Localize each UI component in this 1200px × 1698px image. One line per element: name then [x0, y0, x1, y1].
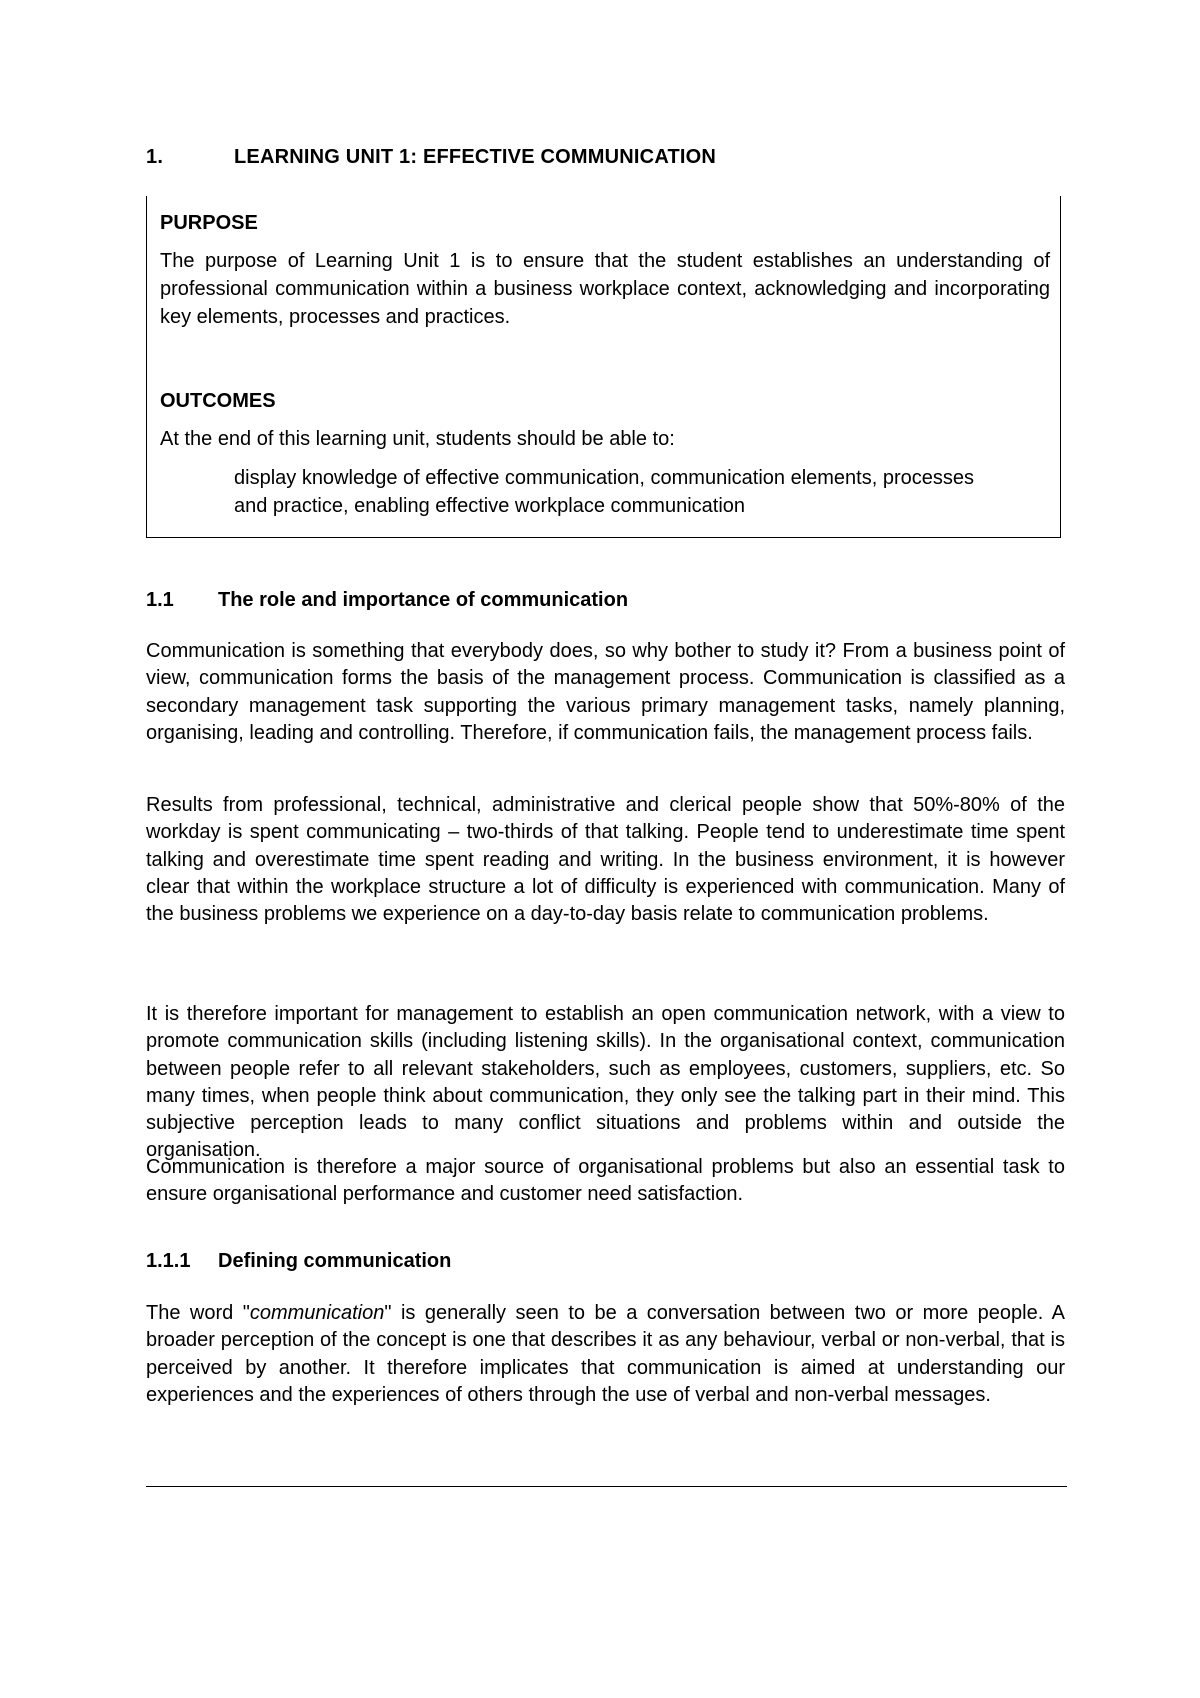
outcomes-item: display knowledge of effective communication, communication elements, processes and practice, enabling effective workplace communication — [234, 467, 974, 517]
section-heading-1-1 — [146, 589, 628, 612]
section-number: 1.1 — [146, 589, 174, 611]
purpose-label: PURPOSE — [160, 212, 258, 234]
outcomes-label: OUTCOMES — [160, 390, 276, 412]
section-number: 1.1.1 — [146, 1250, 191, 1272]
para-emphasis: communication — [249, 1302, 385, 1324]
paragraph-defining-communication — [146, 1300, 1065, 1409]
purpose-text: The purpose of Learning Unit 1 is to ensure that the student establishes an understanding of professional communication within a business workplace context, acknowledging and incorporating key elements, processes and practices. — [160, 250, 1050, 328]
unit-number: 1. — [146, 146, 164, 168]
section-title: The role and importance of communication — [218, 589, 629, 611]
para-prefix: The word " — [146, 1302, 250, 1324]
paragraph: It is therefore important for management to establish an open communication network, with a view to promote communication skills (including listening skills). In the organisational context, communication between people refer to all relevant stakeholders, such as employees, customers, suppliers, etc. So many times, when people think about communication, they only see the talking part in their mind. This subjective perception leads to many conflict situations and problems within and outside the organisation. — [146, 1003, 1065, 1162]
section-heading-1-1-1 — [146, 1250, 451, 1273]
unit-title: LEARNING UNIT 1: EFFECTIVE COMMUNICATION — [234, 146, 717, 168]
footer-rule — [146, 1486, 1067, 1487]
paragraph: Results from professional, technical, administrative and clerical people show that 50%-80% of the workday is spent communicating – two-thirds of that talking. People tend to underestimate time spent talking and overestimate time spent reading and writing. In the business environment, it is however clear that within the workplace structure a lot of difficulty is experienced with communication. Many of the business problems we experience on a day-to-day basis relate to communication problems. — [146, 794, 1065, 926]
para-rest: " is generally seen to be a conversation between two or more people. A broader perception of the concept is one that describes it as any behaviour, verbal or non-verbal, that is perceived by another. It therefore implicates that communication is aimed at understanding our experiences and the experiences of others through the use of verbal and non-verbal messages. — [146, 1302, 1065, 1406]
unit-heading — [146, 146, 716, 169]
paragraph: Communication is something that everybody does, so why bother to study it? From a business point of view, communication forms the basis of the management process. Communication is classified as a secondary management task supporting the various primary management tasks, namely planning, organising, leading and controlling. Therefore, if communication fails, the management process fails. — [146, 640, 1065, 744]
purpose-outcomes-box — [146, 196, 1061, 538]
section-title: Defining communication — [218, 1250, 452, 1272]
paragraph: Communication is therefore a major source of organisational problems but also an essential task to ensure organisational performance and customer need satisfaction. — [146, 1156, 1065, 1206]
outcomes-intro: At the end of this learning unit, students should be able to: — [160, 428, 675, 450]
